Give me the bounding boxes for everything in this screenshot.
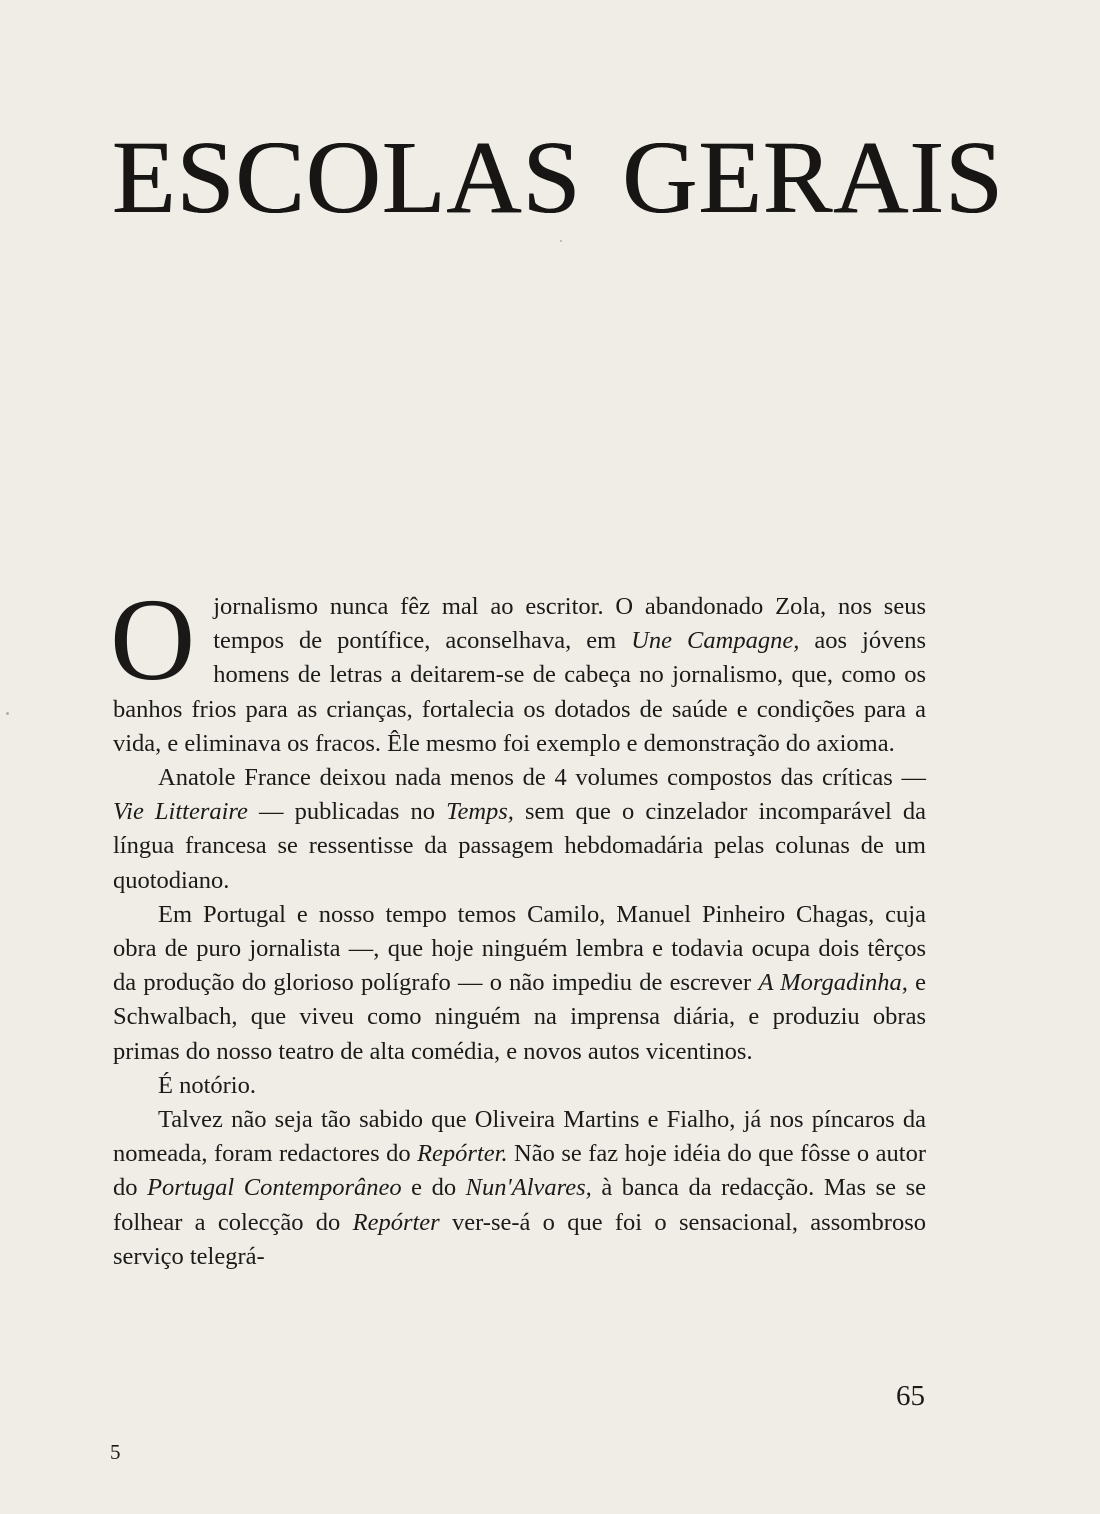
italic-title: Portugal Contemporâneo	[147, 1174, 402, 1202]
italic-title: Nun'Alvares,	[465, 1174, 592, 1202]
drop-cap: O	[110, 574, 196, 705]
paragraph-1	[110, 574, 926, 761]
text-run: jornalismo nunca fêz mal ao escritor. O abandonado Zola, nos seus tempos de pontífice, aconselhava, em	[213, 593, 926, 655]
text-run: ver-se-á o que foi o sensacional, assombroso serviço telegrá-	[113, 1208, 926, 1270]
paragraph-2	[113, 761, 926, 898]
paper-speck	[6, 712, 9, 715]
text-run: e do	[401, 1174, 466, 1202]
text-run: à banca da redacção. Mas se se folhear a colecção do	[113, 1174, 926, 1236]
italic-title: A Morgadinha,	[758, 969, 908, 997]
paragraph-3	[113, 898, 926, 1069]
body-text	[110, 574, 927, 1274]
text-run: Anatole France deixou nada menos de 4 volumes compostos das críticas —	[158, 764, 926, 792]
text-run: — publicadas no	[247, 798, 447, 826]
text-run: e Schwalbach, que viveu como ninguém na imprensa diária, e produziu obras primas do nosso teatro de alta comédia, e novos autos vicentinos.	[113, 969, 926, 1065]
signature-mark: 5	[110, 1440, 121, 1464]
text-run: Talvez não seja tão sabido que Oliveira Martins e Fialho, já nos píncaros da nomeada, foram redactores do	[113, 1106, 926, 1168]
paragraph-5	[113, 1103, 926, 1274]
text-run: Não se faz hoje idéia do que fôsse o autor do	[113, 1140, 926, 1202]
page-number: 65	[896, 1380, 925, 1412]
text-run: sem que o cinzelador incomparável da língua francesa se ressentisse da passagem hebdomadária pelas colunas de um quotodiano.	[113, 798, 927, 894]
italic-title: Vie Litteraire	[113, 798, 248, 826]
paper-speck	[560, 240, 562, 242]
text-run: aos jóvens homens de letras a deitarem-se de cabeça no jornalismo, que, como os banhos frios para as crianças, fortalecia os dotados de saúde e condições para a vida, e eliminava os fracos. Êle mesmo foi exemplo e demonstração do axioma.	[113, 627, 926, 757]
italic-title: Temps,	[446, 798, 514, 826]
text-run: É notório.	[158, 1071, 256, 1099]
paragraph-4	[113, 1069, 926, 1103]
italic-title: Repórter.	[417, 1140, 508, 1168]
italic-title: Repórter	[352, 1208, 440, 1236]
italic-title: Une Campagne,	[631, 627, 800, 655]
text-run: Em Portugal e nosso tempo temos Camilo, Manuel Pinheiro Chagas, cuja obra de puro jornalista —, que hoje ninguém lembra e todavia ocupa dois têrços da produção do glorioso polígrafo — o não impediu de escrever	[113, 900, 926, 997]
paper-speck	[700, 1052, 702, 1054]
chapter-title: ESCOLAS GERAIS	[112, 120, 1004, 235]
